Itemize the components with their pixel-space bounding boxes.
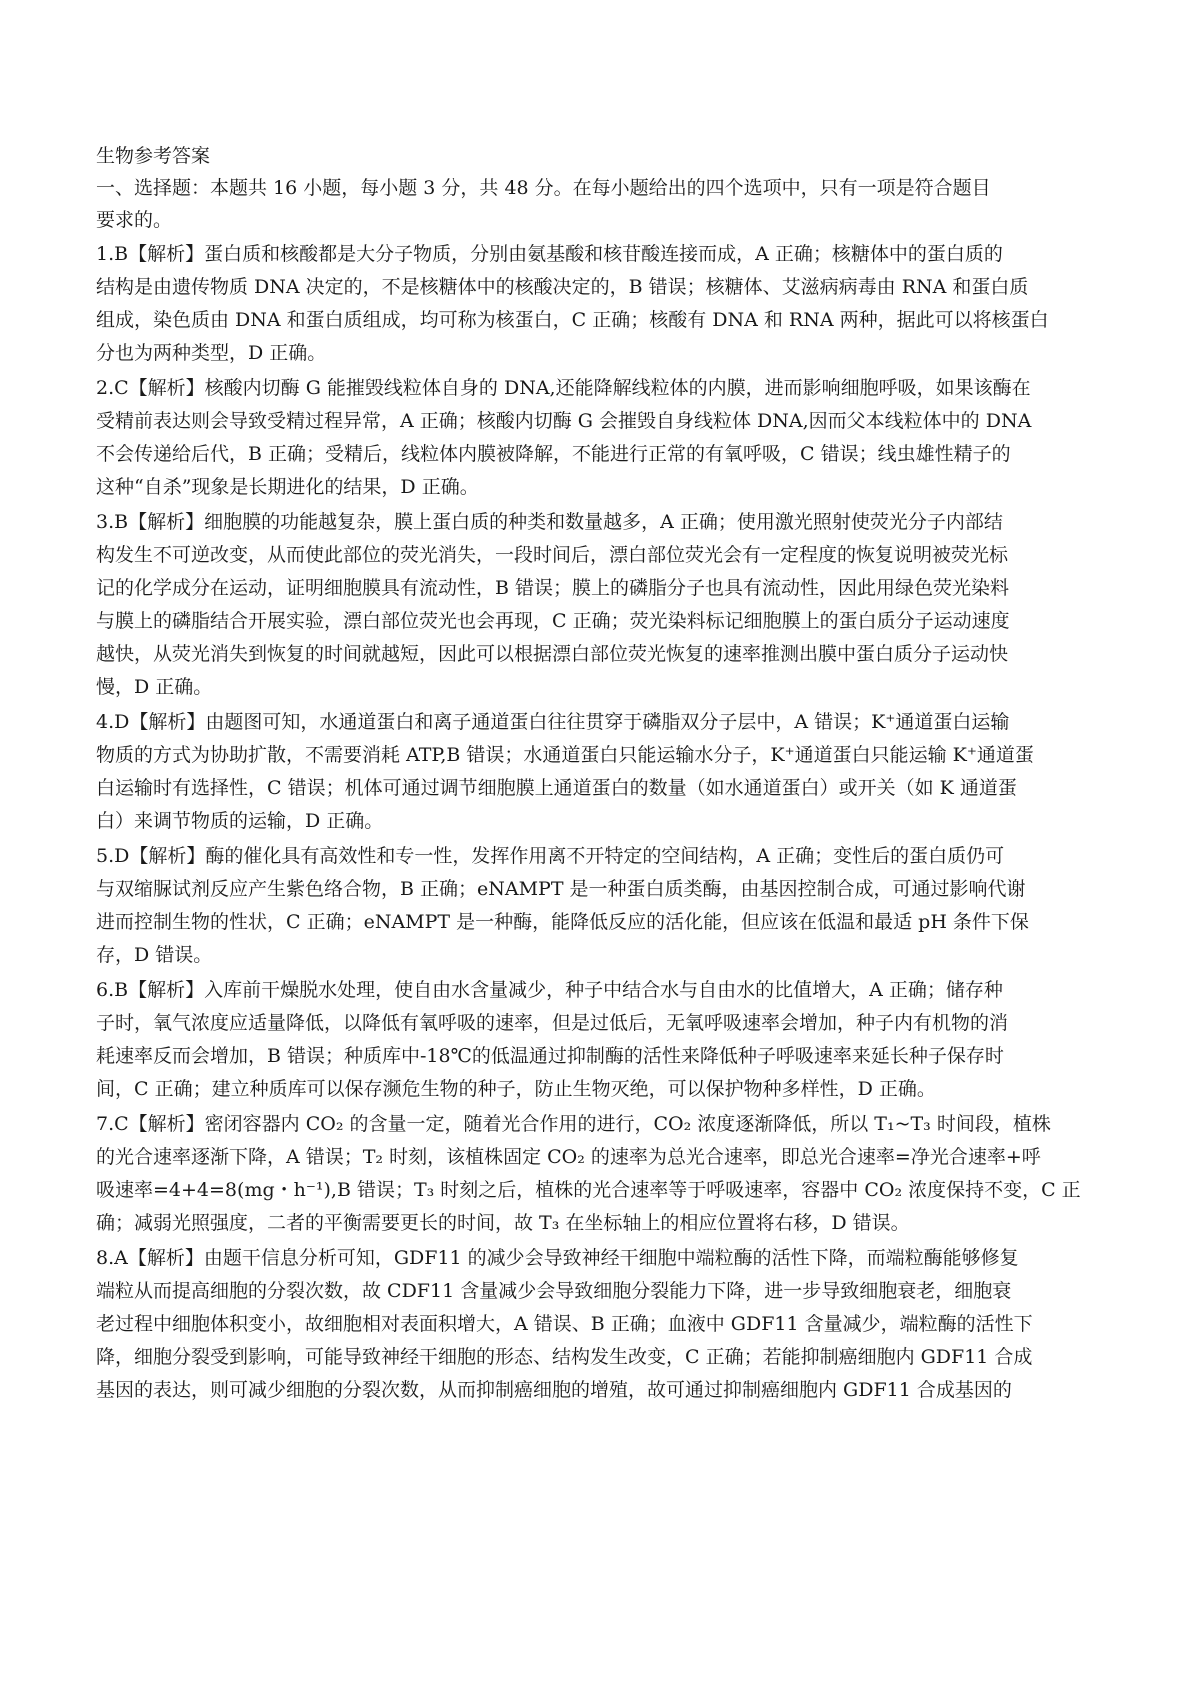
answer-line: 耗速率反而会增加，B 错误；种质库中-18℃的低温通过抑制酶的活性来降低种子呼吸速率来延长种子保存时: [96, 1045, 1004, 1067]
answer-item-1: [96, 238, 1106, 370]
answer-item-4: [96, 706, 1106, 838]
answer-line: 越快，从荧光消失到恢复的时间就越短，因此可以根据漂白部位荧光恢复的速率推测出膜中蛋白质分子运动快: [96, 643, 1009, 665]
answer-line: 分也为两种类型，D 正确。: [96, 342, 327, 364]
answer-line: 6.B【解析】入库前干燥脱水处理，使自由水含量减少，种子中结合水与自由水的比值增大，A 正确；储存种: [96, 979, 1003, 1001]
answer-line: 8.A【解析】由题干信息分析可知，GDF11 的减少会导致神经干细胞中端粒酶的活性下降，而端粒酶能够修复: [96, 1247, 1019, 1269]
answer-line: 白）来调节物质的运输，D 正确。: [96, 810, 384, 832]
answer-line: 端粒从而提高细胞的分裂次数，故 CDF11 含量减少会导致细胞分裂能力下降，进一步导致细胞衰老，细胞衰: [96, 1280, 1012, 1302]
answer-line: 慢，D 正确。: [96, 676, 213, 698]
document-title: 生物参考答案: [96, 145, 211, 167]
answer-line: 基因的表达，则可减少细胞的分裂次数，从而抑制癌细胞的增殖，故可通过抑制癌细胞内 GDF11 合成基因的: [96, 1379, 1012, 1401]
answer-item-6: [96, 974, 1106, 1106]
answer-line: 7.C【解析】密闭容器内 CO₂ 的含量一定，随着光合作用的进行，CO₂ 浓度逐渐降低，所以 T₁~T₃ 时间段，植株: [96, 1113, 1051, 1135]
answer-line: 5.D【解析】酶的催化具有高效性和专一性，发挥作用离不开特定的空间结构，A 正确；变性后的蛋白质仍可: [96, 845, 1005, 867]
answer-line: 子时，氧气浓度应适量降低，以降低有氧呼吸的速率，但是过低后，无氧呼吸速率会增加，种子内有机物的消: [96, 1012, 1009, 1034]
answer-line: 确；减弱光照强度，二者的平衡需要更长的时间，故 T₃ 在坐标轴上的相应位置将右移，D 错误。: [96, 1212, 910, 1234]
answer-line: 记的化学成分在运动，证明细胞膜具有流动性，B 错误；膜上的磷脂分子也具有流动性，因此用绿色荧光染料: [96, 577, 1010, 599]
answer-item-7: [96, 1108, 1106, 1240]
answer-line: 白运输时有选择性，C 错误；机体可通过调节细胞膜上通道蛋白的数量（如水通道蛋白）或开关（如 K 通道蛋: [96, 777, 1017, 799]
answer-line: 与膜上的磷脂结合开展实验，漂白部位荧光也会再现，C 正确；荧光染料标记细胞膜上的蛋白质分子运动速度: [96, 610, 1010, 632]
answer-line: 降，细胞分裂受到影响，可能导致神经干细胞的形态、结构发生改变，C 正确；若能抑制癌细胞内 GDF11 合成: [96, 1346, 1033, 1368]
answer-line: 存，D 错误。: [96, 944, 213, 966]
answer-item-2: [96, 372, 1106, 504]
answer-line: 这种“自杀”现象是长期进化的结果，D 正确。: [96, 476, 479, 498]
answer-line: 受精前表达则会导致受精过程异常，A 正确；核酸内切酶 G 会摧毁自身线粒体 DNA,因而父本线粒体中的 DNA: [96, 410, 1032, 432]
answer-line: 4.D【解析】由题图可知，水通道蛋白和离子通道蛋白往往贯穿于磷脂双分子层中，A 错误；K⁺通道蛋白运输: [96, 711, 1010, 733]
answer-line: 不会传递给后代，B 正确；受精后，线粒体内膜被降解，不能进行正常的有氧呼吸，C 错误；线虫雄性精子的: [96, 443, 1011, 465]
answer-line: 与双缩脲试剂反应产生紫色络合物，B 正确；eNAMPT 是一种蛋白质类酶，由基因控制合成，可通过影响代谢: [96, 878, 1026, 900]
section-heading-line: 一、选择题：本题共 16 小题，每小题 3 分，共 48 分。在每小题给出的四个选项中，只有一项是符合题目: [96, 177, 991, 199]
answer-line: 构发生不可逆改变，从而使此部位的荧光消失，一段时间后，漂白部位荧光会有一定程度的恢复说明被荧光标: [96, 544, 1009, 566]
answer-line: 2.C【解析】核酸内切酶 G 能摧毁线粒体自身的 DNA,还能降解线粒体的内膜，进而影响细胞呼吸，如果该酶在: [96, 377, 1031, 399]
answer-line: 组成，染色质由 DNA 和蛋白质组成，均可称为核蛋白，C 正确；核酸有 DNA 和 RNA 两种，据此可以将核蛋白: [96, 309, 1049, 331]
section-heading: [96, 172, 1106, 236]
answer-line: 进而控制生物的性状，C 正确；eNAMPT 是一种酶，能降低反应的活化能，但应该在低温和最适 pH 条件下保: [96, 911, 1029, 933]
answer-item-3: [96, 506, 1106, 704]
answer-item-5: [96, 840, 1106, 972]
answer-line: 1.B【解析】蛋白质和核酸都是大分子物质，分别由氨基酸和核苷酸连接而成，A 正确；核糖体中的蛋白质的: [96, 243, 1003, 265]
answer-line: 的光合速率逐渐下降，A 错误；T₂ 时刻，该植株固定 CO₂ 的速率为总光合速率，即总光合速率=净光合速率+呼: [96, 1146, 1041, 1168]
answer-line: 吸速率=4+4=8(mg・h⁻¹),B 错误；T₃ 时刻之后，植株的光合速率等于呼吸速率，容器中 CO₂ 浓度保持不变，C 正: [96, 1179, 1081, 1201]
answer-line: 3.B【解析】细胞膜的功能越复杂，膜上蛋白质的种类和数量越多，A 正确；使用激光照射使荧光分子内部结: [96, 511, 1003, 533]
answer-line: 物质的方式为协助扩散，不需要消耗 ATP,B 错误；水通道蛋白只能运输水分子，K⁺通道蛋白只能运输 K⁺通道蛋: [96, 744, 1034, 766]
answer-line: 老过程中细胞体积变小，故细胞相对表面积增大，A 错误、B 正确；血液中 GDF11 含量减少，端粒酶的活性下: [96, 1313, 1033, 1335]
section-heading-line: 要求的。: [96, 209, 173, 231]
answer-line: 结构是由遗传物质 DNA 决定的，不是核糖体中的核酸决定的，B 错误；核糖体、艾滋病病毒由 RNA 和蛋白质: [96, 276, 1029, 298]
answer-document: [96, 140, 1106, 1407]
answer-line: 间，C 正确；建立种质库可以保存濒危生物的种子，防止生物灭绝，可以保护物种多样性，D 正确。: [96, 1078, 936, 1100]
answer-item-8: [96, 1242, 1106, 1407]
